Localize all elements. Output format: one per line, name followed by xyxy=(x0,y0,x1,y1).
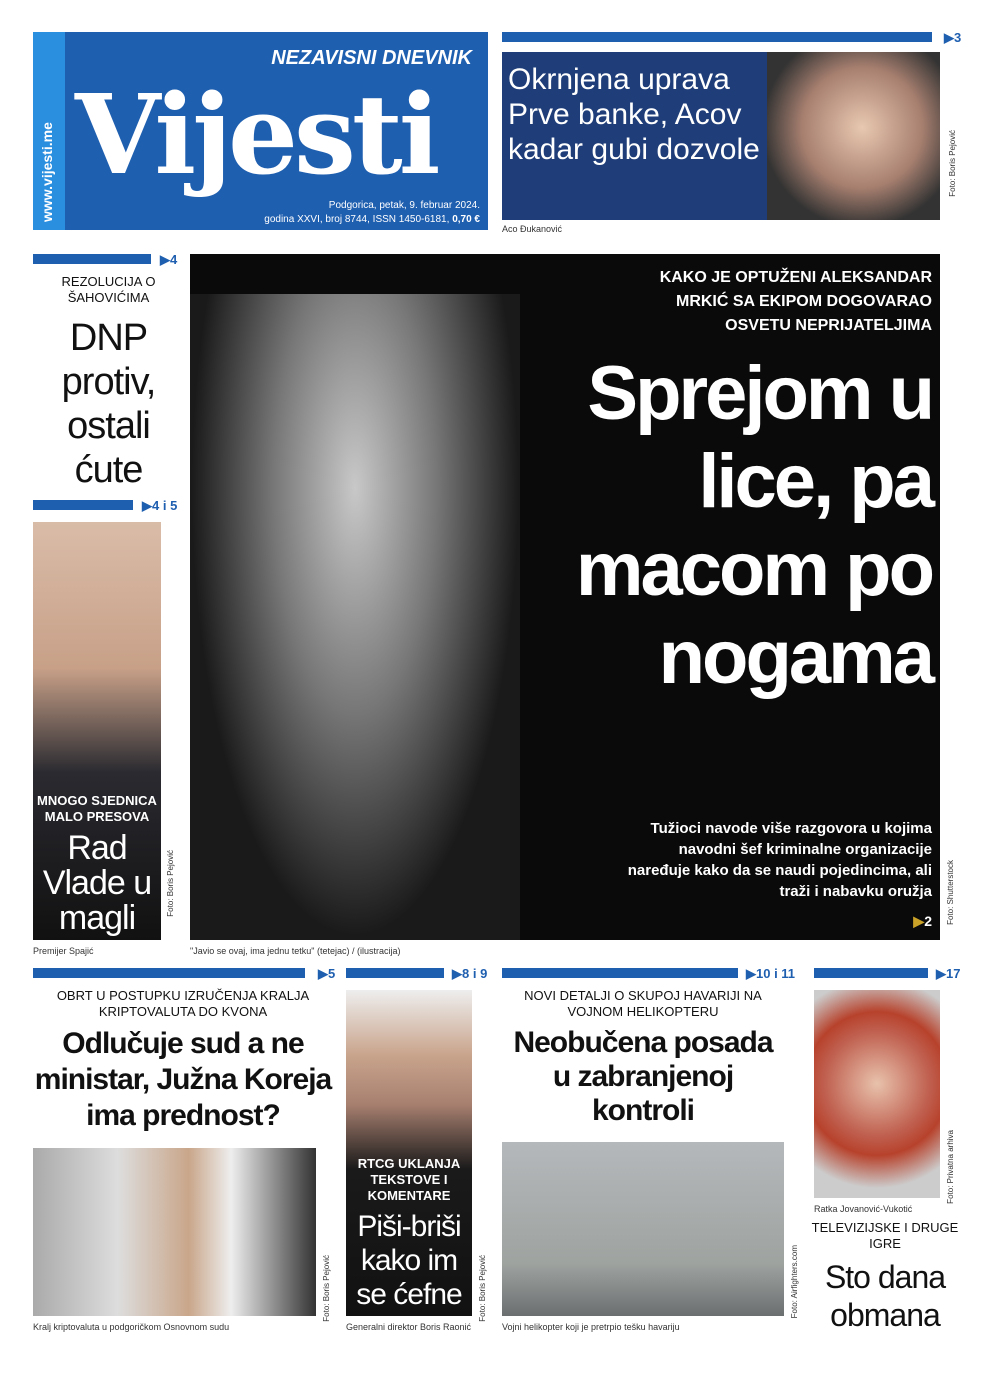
page-ref: ▶4 xyxy=(160,252,178,267)
dateline: Podgorica, petak, 9. februar 2024. xyxy=(328,200,480,211)
page-ref: ▶10 i 11 xyxy=(746,966,796,981)
kicker: REZOLUCIJA O ŠAHOVIĆIMA xyxy=(61,274,156,305)
photo-credit: Foto: Boris Pejović xyxy=(322,1255,331,1322)
caption: Aco Đukanović xyxy=(502,224,563,234)
kicker: KAKO JE OPTUŽENI ALEKSANDAR MRKIĆ SA EKIPOM DOGOVARAO OSVETU NEPRIJATELJIMA xyxy=(659,269,932,334)
photo-kwon xyxy=(33,1148,316,1316)
spajic-story[interactable] xyxy=(33,793,161,936)
masthead-logo: Vijesti xyxy=(75,70,437,199)
headline[interactable]: Sto dana obmana xyxy=(824,1259,946,1333)
page-ref: ▶4 i 5 xyxy=(142,498,178,513)
headline[interactable]: Odlučuje sud a ne ministar, Južna Koreja ima prednost? xyxy=(34,1027,332,1132)
page-ref: ▶5 xyxy=(318,966,336,981)
issue-info: godina XXVI, broj 8744, ISSN 1450-6181, 0,70 € xyxy=(264,214,480,225)
headline[interactable]: Neobučena posada u zabranjenoj kontroli xyxy=(513,1026,773,1127)
page-ref: ▶2 xyxy=(913,913,932,929)
masthead xyxy=(33,32,488,230)
photo-aco xyxy=(767,52,940,220)
caption: Kralj kriptovaluta u podgoričkom Osnovnom sudu xyxy=(33,1322,230,1332)
page-ref: ▶8 i 9 xyxy=(452,966,488,981)
photo-credit: Foto: Shutterstock xyxy=(946,860,955,925)
caption: Vojni helikopter koji je pretrpio tešku havariju xyxy=(502,1322,680,1332)
story-helicopter[interactable] xyxy=(502,988,784,1128)
caption: Premijer Spajić xyxy=(33,946,94,956)
top-headline: Okrnjena uprava Prve banke, Acov kadar gubi dozvole xyxy=(508,63,760,166)
main-story[interactable] xyxy=(190,254,940,940)
kicker: RTCG UKLANJA TEKSTOVE I KOMENTARE xyxy=(357,1156,461,1203)
headline[interactable]: DNP protiv, ostali ćute xyxy=(61,317,156,491)
caption: Generalni direktor Boris Raonić xyxy=(346,1322,472,1332)
story-tv[interactable] xyxy=(810,1220,960,1334)
page-ref: ▶3 xyxy=(944,30,962,45)
caption: Ratka Jovanović-Vukotić xyxy=(814,1204,913,1214)
kicker: MNOGO SJEDNICA MALO PRESOVA xyxy=(37,793,157,824)
photo-revolver xyxy=(190,294,520,940)
photo-credit: Foto: Boris Pejović xyxy=(948,130,957,197)
photo-credit: Foto: Privatna arhiva xyxy=(946,1130,955,1204)
headline[interactable]: Rad Vlade u magli xyxy=(42,829,152,937)
lead: Tužioci navode više razgovora u kojima navodni šef kriminalne organizacije naređuje kako da se naudi pojedincima, ali traži i nabavku oružja xyxy=(627,820,932,900)
photo-credit: Foto: Boris Pejović xyxy=(478,1255,487,1322)
story-rtcg[interactable] xyxy=(346,1156,472,1312)
kicker: TELEVIZIJSKE I DRUGE IGRE xyxy=(811,1220,959,1251)
kicker: NOVI DETALJI O SKUPOJ HAVARIJI NA VOJNOM HELIKOPTERU xyxy=(524,988,762,1019)
photo-ratka xyxy=(814,990,940,1198)
headline[interactable]: Piši-briši kako im se ćefne xyxy=(356,1210,462,1311)
main-headline: Sprejom u lice, pa macom po nogama xyxy=(575,351,932,700)
page-ref: ▶17 xyxy=(936,966,961,981)
tagline: NEZAVISNI DNEVNIK xyxy=(271,47,472,69)
photo-credit: Foto: Boris Pejović xyxy=(166,850,175,917)
kicker: OBRT U POSTUPKU IZRUČENJA KRALJA KRIPTOVALUTA DO KVONA xyxy=(56,988,310,1019)
left-story[interactable] xyxy=(36,274,181,492)
top-story[interactable] xyxy=(502,52,940,220)
photo-helicopter xyxy=(502,1142,784,1316)
website[interactable]: www.vijesti.me xyxy=(39,122,55,222)
story-kwon[interactable] xyxy=(33,988,333,1134)
photo-credit: Foto: Airfighters.com xyxy=(790,1245,799,1319)
caption: "Javio se ovaj, ima jednu tetku" (tetejac) / (ilustracija) xyxy=(190,946,401,956)
